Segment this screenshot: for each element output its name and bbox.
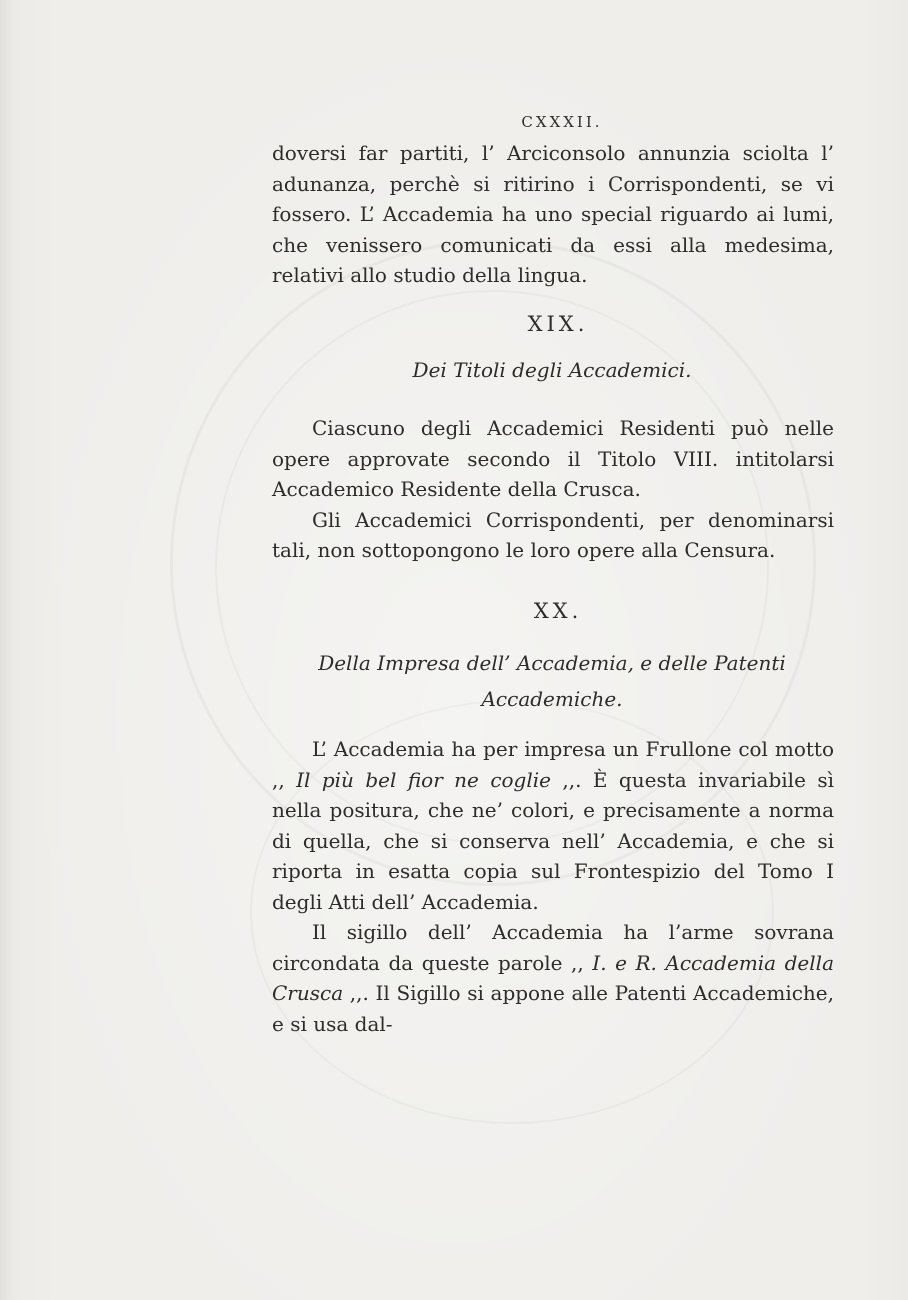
section-xx-title: [270, 645, 834, 717]
seal-legend-text: I. e R. Accademia della Crusca: [272, 950, 834, 1005]
section-xx-paragraph-2: [272, 917, 834, 1039]
opening-paragraph-block: [272, 138, 834, 291]
page-number-header: CXXXII.: [521, 113, 603, 131]
section-xx-paragraph-1: [272, 734, 834, 917]
section-xix-title: Dei Titoli degli Accademici.: [412, 358, 692, 382]
section-xix-paragraph-2: Gli Accademici Corrispondenti, per denominarsi tali, non sottopongono le loro opere alla Censura.: [272, 507, 834, 562]
section-xx-title-line-2: Accademiche.: [481, 687, 623, 711]
section-xix-body: [272, 413, 834, 566]
motto-text: Il più bel fior ne coglie: [296, 767, 551, 792]
paragraph-1-rest: ,,. È questa invariabile sì nella positura, che ne’ colori, e precisamente a norma di quella, che si conserva nell’ Accademia, e che si riporta in esatta copia sul Frontespizio del Tomo I degli Atti dell’ Accademia.: [272, 767, 834, 914]
paragraph-1-start: L’ Accademia ha per impresa un Frullone col motto ,,: [272, 737, 834, 792]
section-xx-title-line-1: Della Impresa dell’ Accademia, e delle Patenti: [318, 651, 786, 675]
opening-paragraph: doversi far partiti, l’ Arciconsolo annunzia sciolta l’ adunanza, perchè si ritirino i Corrispondenti, se vi fossero. L’ Accademia ha uno special riguardo ai lumi, che venissero comunicati da essi alla medesima, relativi allo studio della lingua.: [272, 141, 834, 287]
section-xix-paragraph-1: Ciascuno degli Accademici Residenti può nelle opere approvate secondo il Titolo VIII. intitolarsi Accademico Residente della Crusca.: [272, 416, 834, 501]
paragraph-2-start: Il sigillo dell’ Accademia ha l’arme sovrana circondata da queste parole ,,: [272, 920, 834, 975]
section-xx-number: XX.: [533, 599, 583, 623]
section-xix-number: XIX.: [527, 312, 589, 336]
section-xx-body: [272, 734, 834, 1039]
paragraph-2-rest: ,,. Il Sigillo si appone alle Patenti Accademiche, e si usa dal-: [272, 981, 834, 1036]
